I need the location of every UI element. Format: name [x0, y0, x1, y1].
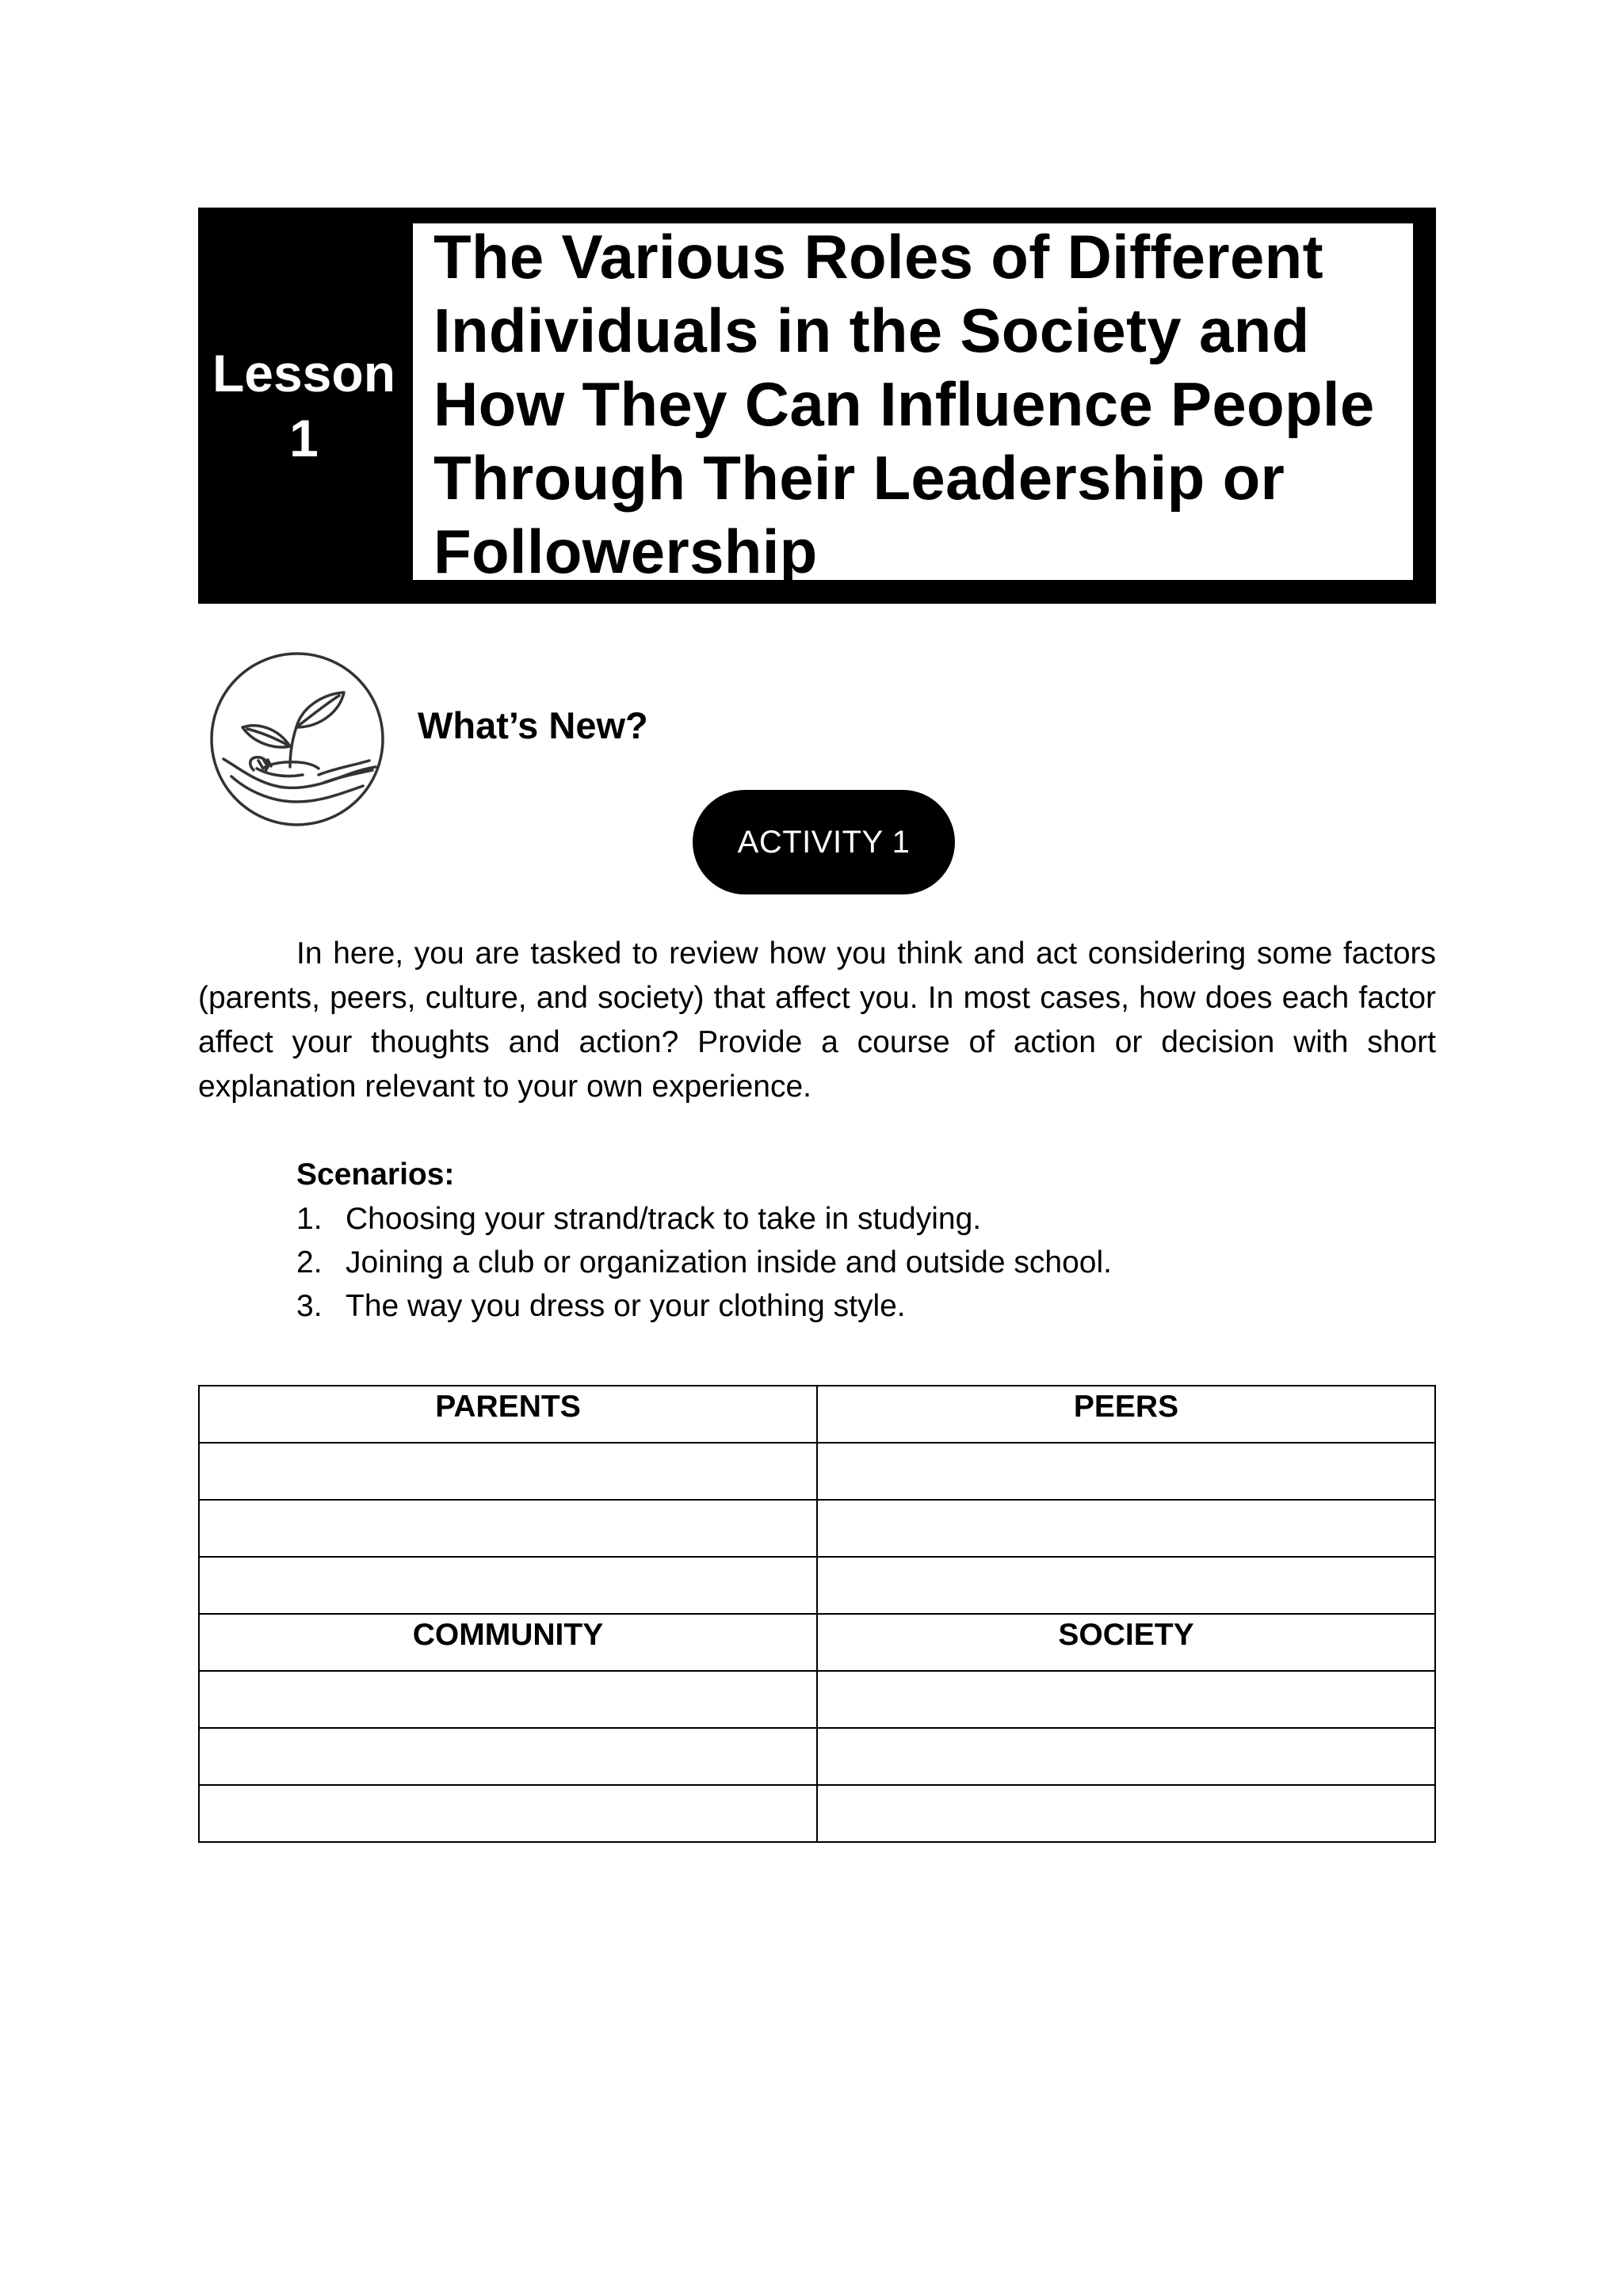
answer-cell-society[interactable] — [817, 1671, 1435, 1728]
table-header-row — [199, 1386, 1435, 1443]
answer-cell-peers[interactable] — [817, 1557, 1435, 1614]
answer-cell-peers[interactable] — [817, 1500, 1435, 1557]
scenario-text: The way you dress or your clothing style. — [346, 1289, 906, 1323]
scenario-item — [296, 1241, 1112, 1284]
answer-cell-society[interactable] — [817, 1728, 1435, 1785]
scenario-list — [296, 1197, 1112, 1328]
answer-cell-parents[interactable] — [199, 1443, 817, 1500]
lesson-number: 1 — [289, 409, 319, 467]
header-society: SOCIETY — [817, 1614, 1435, 1671]
table-row — [199, 1785, 1435, 1842]
whats-new-heading: What’s New? — [418, 704, 648, 746]
answer-cell-parents[interactable] — [199, 1500, 817, 1557]
answer-cell-society[interactable] — [817, 1785, 1435, 1842]
scenario-item — [296, 1284, 1112, 1328]
table-header-row — [199, 1614, 1435, 1671]
lesson-label — [198, 208, 410, 604]
header-peers: PEERS — [817, 1386, 1435, 1443]
table-row — [199, 1557, 1435, 1614]
factors-table — [198, 1385, 1436, 1843]
table-row — [199, 1671, 1435, 1728]
answer-cell-parents[interactable] — [199, 1557, 817, 1614]
header-community: COMMUNITY — [199, 1614, 817, 1671]
header-parents: PARENTS — [199, 1386, 817, 1443]
instructions-paragraph: In here, you are tasked to review how you think and act considering some factors (parents, peers, culture, and society) that affect you. In most cases, how does each factor affect your thoughts and action? Provide a course of action or decision with short explanation relevant to your own experience. — [198, 936, 1436, 1104]
lesson-banner — [198, 208, 1436, 604]
lesson-label-word: Lesson — [212, 344, 396, 402]
activity-badge: ACTIVITY 1 — [693, 790, 955, 894]
scenario-item — [296, 1197, 1112, 1241]
scenario-text: Choosing your strand/track to take in studying. — [346, 1202, 982, 1236]
answer-cell-peers[interactable] — [817, 1443, 1435, 1500]
answer-cell-community[interactable] — [199, 1785, 817, 1842]
scenario-number: 1. — [296, 1202, 323, 1236]
hand-holding-sprout-icon — [208, 650, 387, 829]
table-row — [199, 1500, 1435, 1557]
table-row — [199, 1443, 1435, 1500]
scenario-number: 3. — [296, 1289, 323, 1323]
answer-cell-community[interactable] — [199, 1728, 817, 1785]
scenario-number: 2. — [296, 1245, 323, 1280]
lesson-title: The Various Roles of Different Individuals in the Society and How They Can Influence People Through Their Leadership or Followership — [433, 222, 1375, 586]
scenario-text: Joining a club or organization inside and outside school. — [346, 1245, 1112, 1280]
scenarios-heading: Scenarios: — [296, 1158, 455, 1192]
table-row — [199, 1728, 1435, 1785]
answer-cell-community[interactable] — [199, 1671, 817, 1728]
